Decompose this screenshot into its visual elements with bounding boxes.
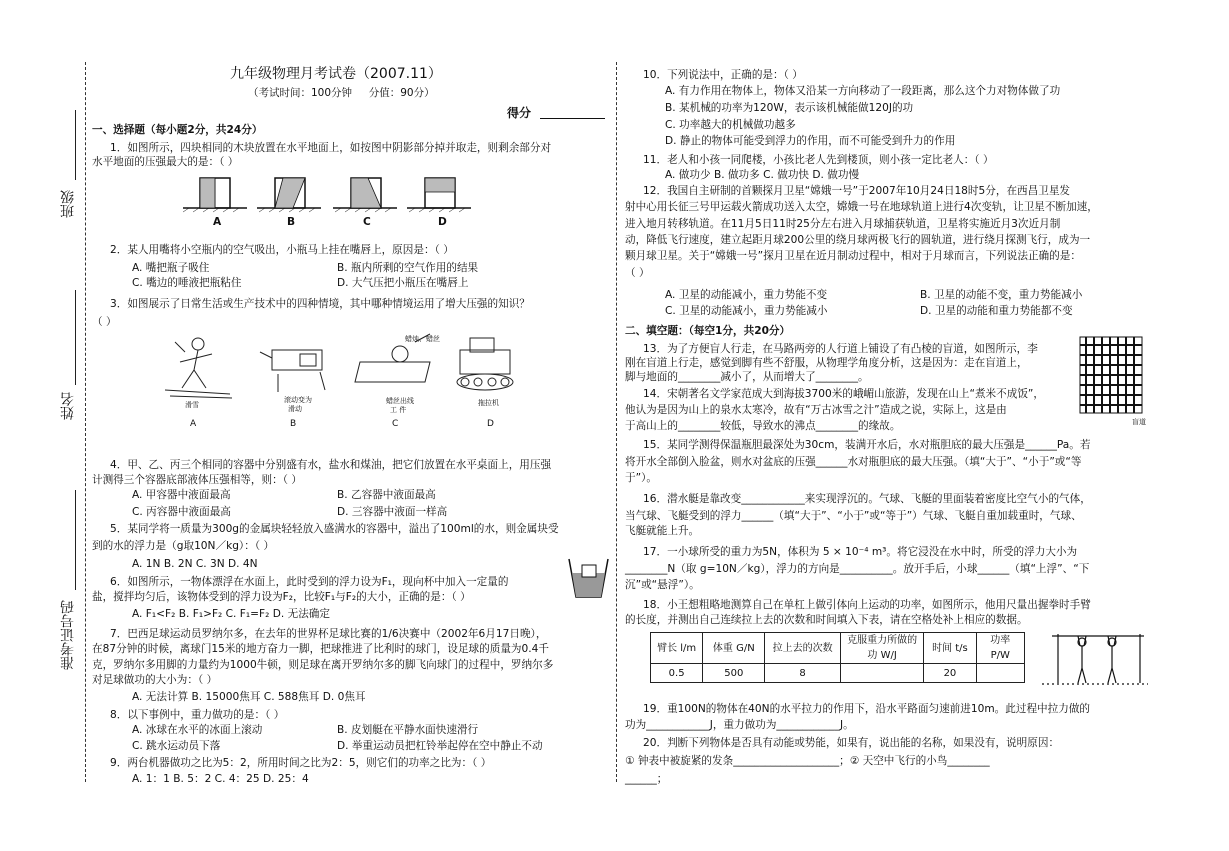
name-label: 姓名 [60,392,76,420]
question-line: 11．老人和小孩一同爬楼，小孩比老人先到楼顶，则小孩一定比老人：（ ） [643,154,994,166]
center-fold-line [616,62,617,782]
question-line: 17．一小球所受的重力为5N，体积为 5 × 10⁻⁴ m³。将它浸没在水中时，所受的浮力大小为 [643,546,1078,558]
question-line: 12．我国自主研制的首颗探月卫星“嫦娥一号”于2007年10月24日18时5分，在西昌卫星发 [643,185,1071,197]
figure-blind-road [1078,335,1148,420]
fig3-label-b: B [290,419,297,429]
cell-arm: 0.5 [651,664,703,683]
question-line: （ ） [625,267,650,279]
table-header-row [651,633,1025,664]
figure-scenes [160,332,530,402]
col-header-power: 功率 P/W [976,633,1024,664]
question-line: 脚与地面的________减小了，从而增大了________。 [625,371,869,383]
table-row [651,664,1025,683]
question-line: 20．判断下列物体是否具有动能或势能，如果有，说出能的名称，如果没有，说明原因： [643,737,1060,749]
question-line: 射中心用长征三号甲运载火箭成功送入太空，嫦娥一号在地球轨道上进行4次变轨，让卫星不断加速， [625,201,1098,213]
question-line: 颗月球卫星。关于“嫦娥一号”探月卫星在近月制动过程中，相对于月球而言，下列说法正确的是： [625,250,1081,262]
cell-power[interactable] [976,664,1024,683]
question-line: 水平地面的压强最大的是：（ ） [92,156,239,168]
question-line: 对足球做功的大小为：（ ） [92,674,218,686]
question-line: 飞艇就能上升。 [625,525,700,537]
question-line: 18．小王想粗略地测算自己在单杠上做引体向上运动的功率，如图所示，他用尺量出握拳时手臂 [643,599,1091,611]
option-line: B. 卫星的动能不变，重力势能减小 [920,289,1083,301]
question-line: C. 丙容器中液面最高 [132,506,231,518]
question-line: 13．为了方便盲人行走，在马路两旁的人行道上铺设了有凸棱的盲道，如图所示，李 [643,343,1038,355]
fig3-caption-c: 蜡丝出线 [386,397,414,405]
question-line: 克，罗纳尔多用脚的力量约为1000牛顿，则足球在离开罗纳尔多的脚飞向球门的过程中，罗纳尔多 [92,659,554,671]
question-line: 于”）。 [625,472,657,484]
cell-count: 8 [765,664,841,683]
question-line: A. 有力作用在物体上，物体又沿某一方向移动了一段距离，那么这个力对物体做了功 [665,85,1061,97]
option-line: D. 举重运动员把杠铃举起停在空中静止不动 [337,740,543,752]
fig3-label-a: A [190,419,197,429]
fig1-label-b: B [287,216,296,228]
score-blank[interactable] [540,118,605,119]
question-line: 在87分钟的时候，离球门15米的地方奋力一脚，把球推进了比利时的球门，设足球的质量为0.4千 [92,643,549,655]
option-line: D. 三容器中液面一样高 [337,506,448,518]
question-line: 2．某人用嘴将小空瓶内的空气吸出，小瓶马上挂在嘴唇上，原因是：（ ） [110,244,454,256]
question-line: 他认为是因为山上的泉水太寒冷，故有“万古冰雪之汁”造成之说，实际上，这是由 [625,404,1007,416]
question-line: 8．以下事例中，重力做功的是：（ ） [110,709,285,721]
fig3-caption-d: 拖拉机 [478,399,499,407]
question-line: A. 做功少 B. 做功多 C. 做功快 D. 做功慢 [665,169,860,181]
fig3-caption-a: 滑雪 [185,401,199,409]
question-line: 当气球、飞艇受到的浮力______（填“大于”、“小于”或“等于”）气球、飞艇自重加载重时，气球、 [625,510,1082,522]
page-title: 九年级物理月考试卷（2007.11） [230,66,442,82]
question-line: A. 甲容器中液面最高 [132,489,231,501]
question-line: 进入地月转移轨道。在11月5日11时25分左右进入月球捕获轨道，卫星将实施近月3次近月制 [625,218,1061,230]
fig3-caption-b: 滚动变为 [284,396,312,404]
question-line: 计测得三个容器底部液体压强相等，则：（ ） [92,474,302,486]
question-line: ① 钟表中被旋紧的发条____________________；② 天空中飞行的小鸟________ [625,755,990,767]
question-line: 3．如图展示了日常生活或生产技术中的四种情境，其中哪种情境运用了增大压强的知识？ [110,298,530,310]
question-line: 到的水的浮力是（g取10N／kg）：（ ） [92,540,275,552]
question-line: 动，降低飞行速度，建立起距月球200公里的绕月球两极飞行的圆轨道，进行绕月探测飞行，成为一 [625,234,1091,246]
section-heading: 二、填空题：（每空1分，共20分） [625,325,791,337]
col-header-time: 时间 t/s [924,633,976,664]
question-line: A. 冰球在水平的冰面上滚动 [132,724,263,736]
question-line: D. 静止的物体可能受到浮力的作用，而不可能受到升力的作用 [665,135,956,147]
question-line: B. 某机械的功率为120W，表示该机械能做120J的功 [665,102,914,114]
question-line: 5．某同学将一质量为300g的金属块轻轻放入盛满水的容器中，溢出了100ml的水，则金属块受 [110,523,559,535]
score-label: 得分 [507,106,532,120]
fig3-caption-c2: 工 件 [390,406,407,414]
fig3-label-c: C [392,419,399,429]
fig1-label-d: D [438,216,447,228]
question-line: 盐，搅拌均匀后，该物体受到的浮力设为F₂，比较F₁与F₂的大小，正确的是：（ ） [92,591,471,603]
question-line: 19．重100N的物体在40N的水平拉力的作用下，沿水平路面匀速前进10m。此过程中拉力做的 [643,703,1091,715]
question-line: C. 跳水运动员下落 [132,740,221,752]
question-line: 将开水全部倒入脸盆，则水对盆底的压强______水对瓶胆底的最大压强。（填“大于”、“小于”或“等 [625,456,1082,468]
question-line: 的长度，并测出自己连续拉上去的次数和时间填入下表，请在空格处补上相应的数据。 [625,614,1028,626]
figure-cup [566,555,611,600]
pullup-table [650,632,1025,683]
page-subtitle: （考试时间：100分钟 分值：90分） [248,87,435,99]
option-line: B. 乙容器中液面最高 [337,489,436,501]
fig3-label-d: D [487,419,494,429]
question-line: 16．潜水艇是靠改变____________来实现浮沉的。气球、飞艇的里面装着密度比空气小的气体， [643,493,1091,505]
option-line: D. 大气压把小瓶压在嘴唇上 [337,277,469,289]
question-line: 6．如图所示，一物体漂浮在水面上，此时受到的浮力设为F₁，现向杯中加入一定量的 [110,576,509,588]
cell-weight: 500 [703,664,765,683]
question-line: A. 卫星的动能减小，重力势能不变 [665,289,828,301]
option-line: B. 皮划艇在平静水面快速滑行 [337,724,479,736]
question-line: （ ） [92,316,117,328]
section-heading: 一、选择题（每小题2分，共24分） [92,124,263,136]
question-line: C. 卫星的动能减小，重力势能减小 [665,305,828,317]
fig3-callout: 蜡烛、蜡丝 [405,335,440,343]
question-line: 15．某同学测得保温瓶胆最深处为30cm，装满开水后，水对瓶胆底的最大压强是______Pa。若 [643,439,1091,451]
question-line: C. 嘴边的唾液把瓶粘住 [132,277,242,289]
blind-road-caption: 盲道 [1132,418,1146,426]
class-label: 班级 [60,190,76,218]
option-line: D. 卫星的动能和重力势能都不变 [920,305,1073,317]
question-line: ________N（取 g=10N／kg），浮力的方向是__________。放开手后，小球______（填“上浮”、“下 [625,563,1090,575]
fig1-label-c: C [363,216,371,228]
question-line: 14．宋朝著名文学家范成大到海拔3700米的峨嵋山旅游，发现在山上“煮米不成饭”， [643,388,1045,400]
exam-no-label: 准考证号码 [60,600,76,670]
question-line: A. F₁<F₂ B. F₁>F₂ C. F₁=F₂ D. 无法确定 [132,608,330,620]
figure-pullup [1040,628,1150,688]
figure-blocks [183,172,473,222]
class-line [75,110,76,180]
fig1-label-a: A [213,216,222,228]
question-line: 功为____________J，重力做功为____________J。 [625,719,854,731]
exam-no-line [75,490,76,590]
question-line: A. 1：1 B. 5：2 C. 4：25 D. 25：4 [132,773,309,785]
fold-line [85,62,86,782]
question-line: 1．如图所示，四块相同的木块放置在水平地面上，如按图中阴影部分掉并取走，则剩余部分对 [110,142,552,154]
col-header-work: 克服重力所做的功 W/J [840,633,923,664]
question-line: 10．下列说法中，正确的是：（ ） [643,69,803,81]
cell-work[interactable] [840,664,923,683]
question-line: ______； [625,773,668,785]
question-line: C. 功率越大的机械做功越多 [665,119,796,131]
question-line: A. 1N B. 2N C. 3N D. 4N [132,558,258,570]
option-line: B. 瓶内所剩的空气作用的结果 [337,262,479,274]
cell-time: 20 [924,664,976,683]
question-line: 沉”或“悬浮”）。 [625,579,700,591]
fig3-caption-b2: 滑动 [288,405,302,413]
question-line: 7．巴西足球运动员罗纳尔多，在去年的世界杯足球比赛的1/6决赛中（2002年6月17日晚）， [110,628,547,640]
name-line [75,290,76,385]
question-line: 9．两台机器做功之比为5：2，所用时间之比为2：5，则它们的功率之比为：（ ） [110,757,492,769]
question-line: 4．甲、乙、丙三个相同的容器中分别盛有水，盐水和煤油，把它们放置在水平桌面上，用压强 [110,459,552,471]
question-line: A. 无法计算 B. 15000焦耳 C. 588焦耳 D. 0焦耳 [132,691,366,703]
col-header-arm: 臂长 l/m [651,633,703,664]
question-line: 于高山上的________较低，导致水的沸点________的缘故。 [625,420,901,432]
col-header-weight: 体重 G/N [703,633,765,664]
question-line: A. 嘴把瓶子吸住 [132,262,210,274]
question-line: 刚在盲道上行走，感觉到脚有些不舒服，从物理学角度分析，这是因为：走在盲道上， [625,357,1028,369]
col-header-count: 拉上去的次数 [765,633,841,664]
